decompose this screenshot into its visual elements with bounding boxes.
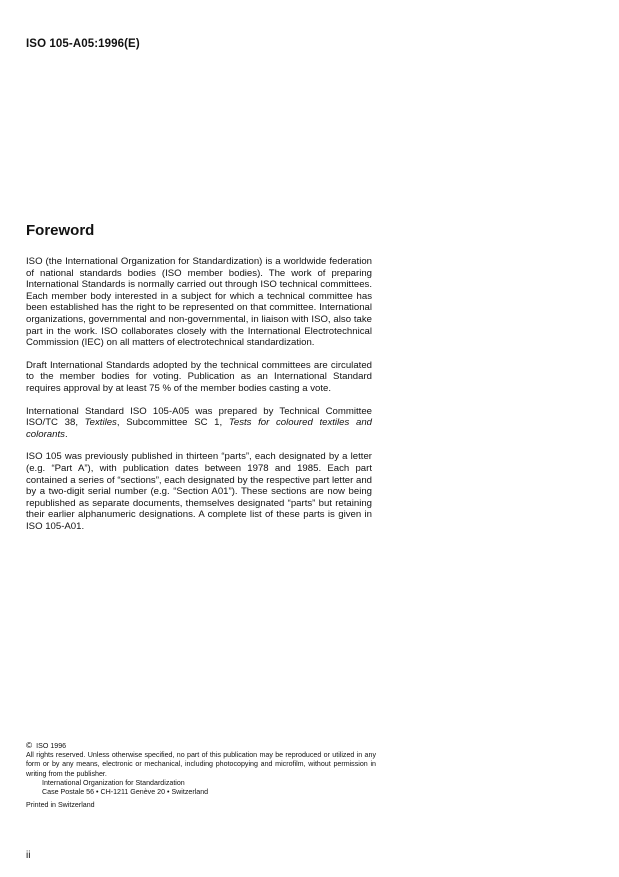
p3-italic-subcommittee-title: Tests for coloured textiles and colorants bbox=[26, 417, 372, 440]
p3-italic-textiles: Textiles bbox=[84, 417, 117, 429]
rights-statement: All rights reserved. Unless otherwise specified, no part of this publication may be reproduced or utilized in any form or by any means, electronic or mechanical, including photocopying and microfilm, without permission in writing from the publisher. bbox=[26, 751, 376, 778]
foreword-paragraph-1: ISO (the International Organization for Standardization) is a worldwide federation of national standards bodies (ISO member bodies). The work of preparing International Standards is normally carried out through ISO technical committees. Each member body interested in a subject for which a technical committee has been established has the right to be represented on that committee. International organizations, governmental and non-governmental, in liaison with ISO, also take part in the work. ISO collaborates closely with the International Electrotechnical Commission (IEC) on all matters of electrotechnical standardization. bbox=[26, 256, 372, 349]
p3-text-e: . bbox=[64, 428, 68, 440]
foreword-paragraph-2: Draft International Standards adopted by the technical committees are circulated to the member bodies for voting. Publication as an International Standard requires approval by at least 75 % of the member bodies casting a vote. bbox=[26, 359, 372, 394]
copyright-text: ISO 1996 bbox=[36, 742, 67, 750]
foreword-paragraph-4: ISO 105 was previously published in thirteen “parts”, each designated by a letter (e.g. “Part A”), with publication dates between 1978 and 1985. Each part contained a series of “sections”, each designated by the respective part letter and by a two-digit serial number (e.g. “Section A01”). These sections are now being republished as separate documents, themselves designated “parts” but retaining their earlier alphanumeric designations. A complete list of these parts is given in ISO 105-A01. bbox=[26, 451, 372, 532]
foreword-paragraph-3 bbox=[26, 406, 372, 441]
copyright-line bbox=[26, 741, 376, 751]
foreword-body bbox=[26, 256, 372, 543]
printed-in: Printed in Switzerland bbox=[26, 801, 95, 810]
p3-text-c: , Subcommittee SC 1, bbox=[116, 417, 223, 429]
page-number: ii bbox=[26, 850, 31, 861]
organization-name: International Organization for Standardization bbox=[42, 778, 185, 787]
organization-address: Case Postale 56 • CH-1211 Genève 20 • Switzerland bbox=[42, 788, 209, 797]
copyright-block bbox=[26, 741, 376, 810]
copyright-symbol: © bbox=[26, 740, 33, 750]
p3-text-a: International Standard ISO 105-A05 was prepared by Technical Committee ISO/TC 38, bbox=[26, 405, 372, 429]
document-id-header: ISO 105-A05:1996(E) bbox=[26, 38, 140, 50]
foreword-title: Foreword bbox=[26, 222, 95, 239]
